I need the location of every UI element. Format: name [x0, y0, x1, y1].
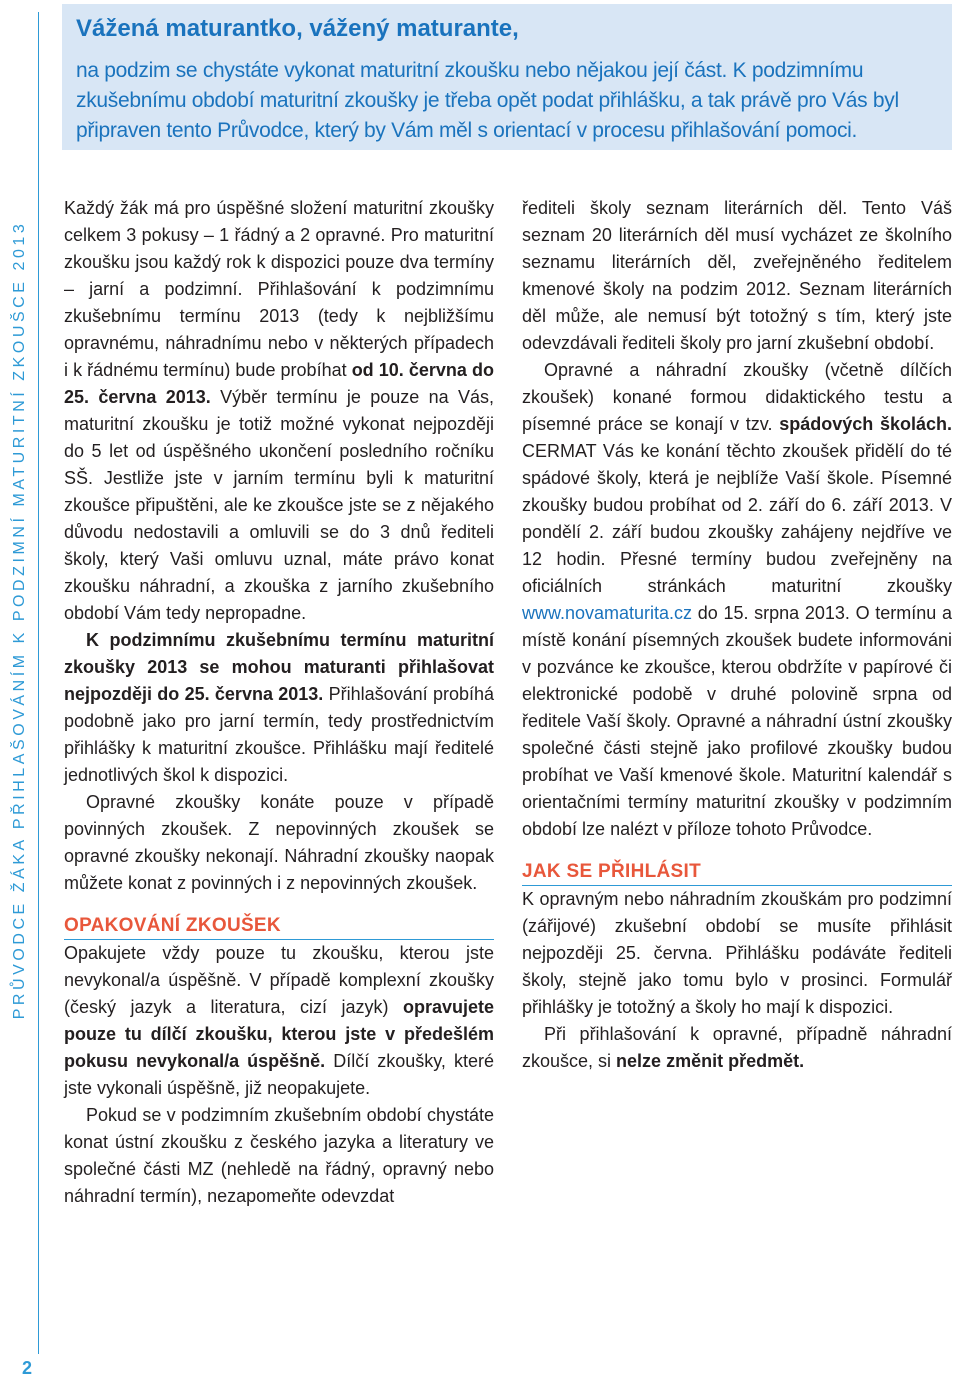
sidebar [0, 0, 48, 1382]
emphasis: spádových školách. [779, 414, 952, 434]
text: do 15. srpna 2013. O termínu a místě konání písemných zkoušek budete informováni v pozvánce ke zkoušce, kterou obdržíte v papírové či elektronické podobě v druhé polovině srpna od ředitele Vaší školy. Opravné a náhradní ústní zkoušky společné části stejně jako profilové zkoušky budou probíhat ve Vaší kmenové škole. Maturitní kalendář s orientačními termíny maturitní zkoušky v podzimním období lze nalézt v příloze tohoto Průvodce. [522, 603, 952, 839]
paragraph-subject-change [522, 1021, 952, 1075]
intro-box [62, 4, 952, 150]
text: Při přihlašování k opravné, případně náhradní zkoušce, si [522, 1024, 952, 1071]
emphasis: od 10. června do 25. června 2013. [64, 360, 494, 407]
text: Výběr termínu je pouze na Vás, maturitní zkoušku je totiž možné vykonat nejpozději do 5 let od úspěšného ukončení posledního ročníku SŠ. Jestliže jste v jarním termínu byli k maturitní zkoušce připuštěni, ale ke zkoušce jste se z nějakého důvodu nedostavili a omluvili se do 3 dnů řediteli školy, který Vaši omluvu uznal, máte právo konat zkoušku náhradní, a zkouška z jarního zkušebního období Vám tedy nepropadne. [64, 387, 494, 623]
emphasis: K podzimnímu zkušebnímu termínu maturitní zkoušky 2013 se mohou maturanti přihlašovat nejpozději do 25. června 2013. [64, 630, 494, 704]
paragraph-repeat [64, 940, 494, 1102]
paragraph-application: K opravným nebo náhradním zkouškám pro podzimní (zářijové) zkušební období se musíte přihlásit nejpozději 25. června. Přihlášku podáváte řediteli školy, stejně jako tomu bylo v prosinci. Formulář přihlášky je totožný a školy ho mají k dispozici. [522, 889, 952, 1017]
text: Přihlašování probíhá podobně jako pro jarní termín, tedy prostřednictvím přihlášky k maturitní zkoušce. Přihlášku mají ředitelé jednotlivých škol k dispozici. [64, 684, 494, 785]
emphasis: nelze změnit předmět. [616, 1051, 805, 1071]
paragraph-attempts [64, 195, 494, 627]
text: Opakujete vždy pouze tu zkoušku, kterou jste nevykonal/a úspěšně. V případě komplexní zkoušky (český jazyk a literatura, cizí jazyk) [64, 943, 494, 1017]
text: Opravné a náhradní zkoušky (včetně dílčích zkoušek) konané formou didaktického testu a písemné práce se konají v tzv. [522, 360, 952, 434]
section-title-how-to-apply: JAK SE PŘIHLÁSIT [522, 859, 952, 886]
page-number: 2 [22, 1358, 33, 1378]
text: CERMAT Vás ke konání těchto zkoušek přidělí do té spádové školy, která je nejblíže Vaší škole. Písemné zkoušky budou probíhat od 2. září do 6. září 2013. V pondělí 2. září budou zkoušky zahájeny nejdříve ve 12 hodin. Přesné termíny budou zveřejněny na oficiálních stránkách maturitní zkoušky [522, 441, 952, 596]
paragraph-written-exams [522, 357, 952, 843]
right-column [522, 195, 952, 1075]
salutation: Vážená maturantko, vážený maturante, [76, 15, 519, 42]
text: Dílčí zkoušky, které jste vykonali úspěšně, již neopakujete. [64, 1051, 494, 1098]
paragraph-types: Opravné zkoušky konáte pouze v případě povinných zkoušek. Z nepovinných zkoušek se opravné zkoušky nekonají. Náhradní zkoušky naopak můžete konat z povinných i z nepovinných zkoušek. [64, 792, 494, 893]
left-column [64, 195, 494, 1210]
section-title-repeat: OPAKOVÁNÍ ZKOUŠEK [64, 913, 494, 940]
intro-paragraph: na podzim se chystáte vykonat maturitní zkoušku nebo nějakou její část. K podzimnímu zkušebnímu období maturitní zkoušky je třeba opět podat přihlášku, a tak právě pro Vás byl připraven tento Průvodce, který by Vám měl s orientací v procesu přihlašování pomoci. [76, 59, 899, 142]
text: Každý žák má pro úspěšné složení maturitní zkoušky celkem 3 pokusy – 1 řádný a 2 opravné. Pro maturitní zkoušku jsou každý rok k dispozici pouze dva termíny – jarní a podzimní. Přihlašování k podzimnímu zkušebnímu termínu 2013 (tedy k nejbližšímu opravnému, náhradnímu nebo v některých případech i k řádnému termínu) bude probíhat [64, 198, 494, 380]
emphasis: opravujete pouze tu dílčí zkoušku, kterou jste v předešlém pokusu nevykonal/a úspěšně. [64, 997, 494, 1071]
paragraph-oral-exam: Pokud se v podzimním zkušebním období chystáte konat ústní zkoušku z českého jazyka a literatury ve společné části MZ (nehledě na řádný, opravný nebo náhradní termín), nezapomeňte odevzdat [64, 1105, 494, 1206]
sidebar-rule [38, 12, 39, 1354]
website-link[interactable]: www.novamaturita.cz [522, 603, 693, 623]
running-title: PRŮVODCE ŽÁKA PŘIHLAŠOVÁNÍM K PODZIMNÍ MATURITNÍ ZKOUŠCE 2013 [11, 220, 28, 1020]
paragraph-literature-list: řediteli školy seznam literárních děl. Tento Váš seznam 20 literárních děl musí vycházet ze školního seznamu literárních děl, zveřejněného ředitelem kmenové školy na podzim 2012. Seznam literárních děl může, ale nemusí být totožný s tím, který jste odevzdávali řediteli školy pro jarní zkušební období. [522, 198, 952, 353]
paragraph-deadline [64, 627, 494, 789]
